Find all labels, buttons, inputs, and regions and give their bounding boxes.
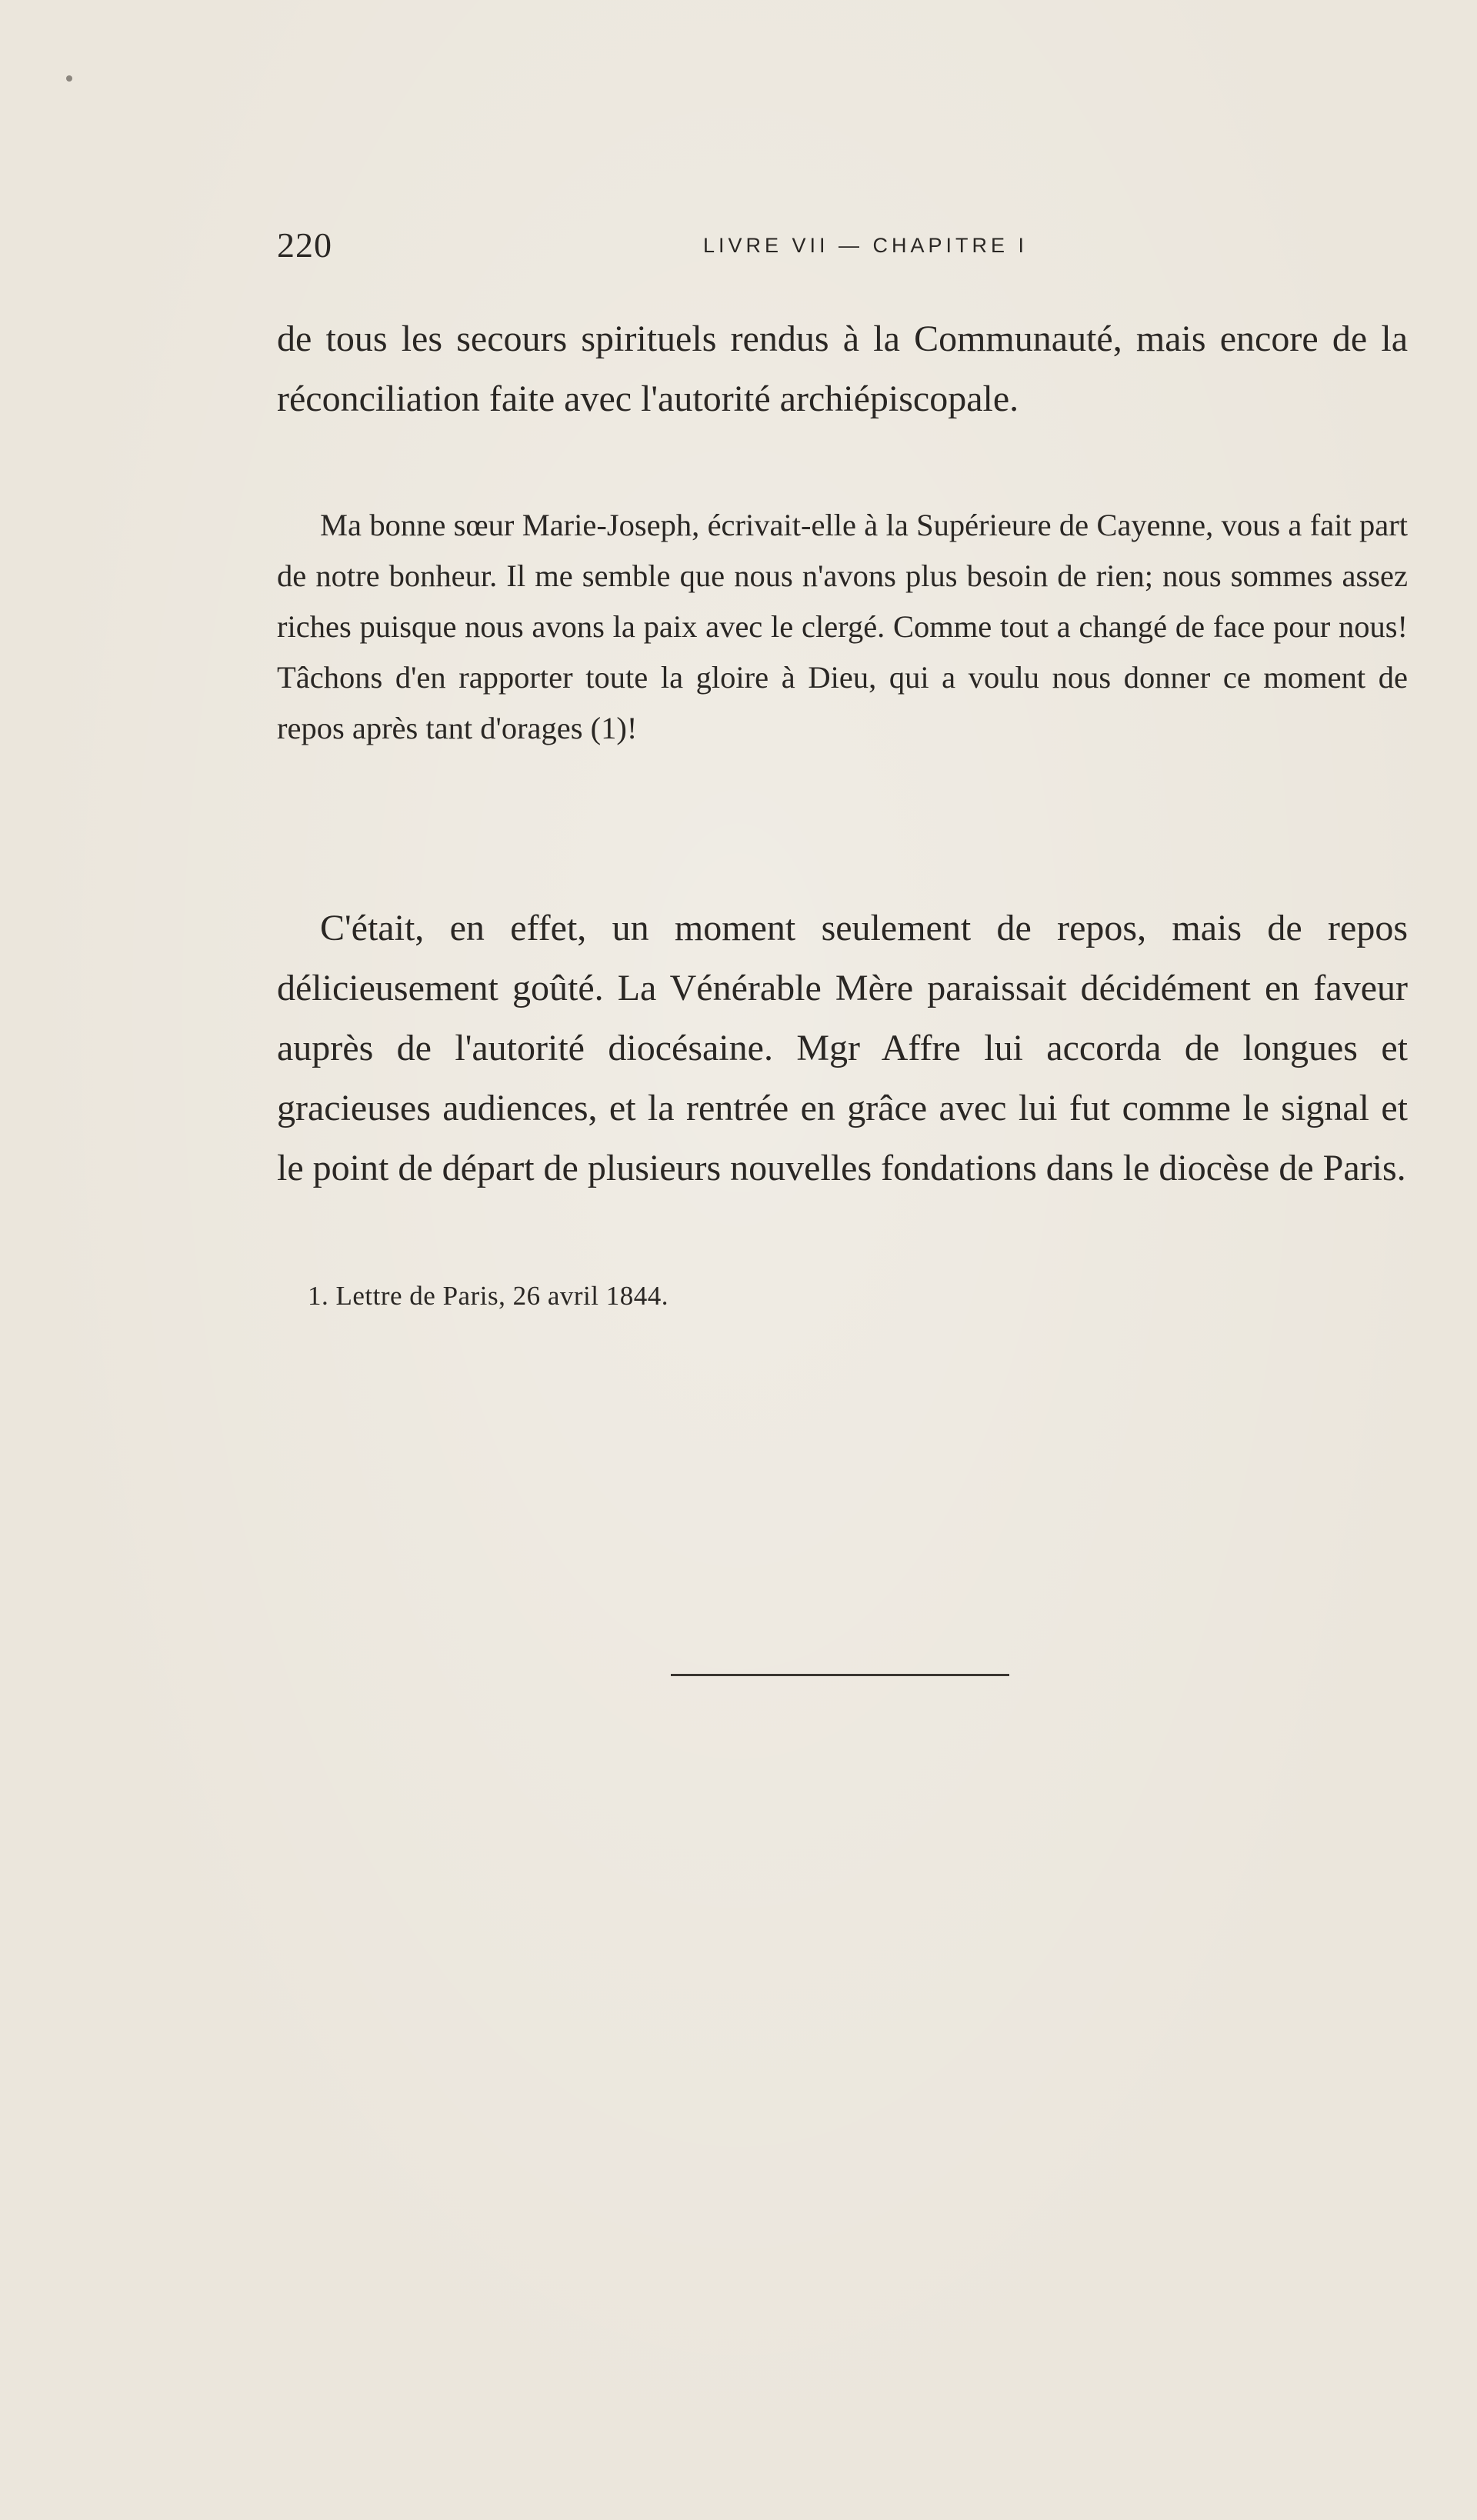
opening-paragraph-block [277, 309, 1408, 429]
paper-speck [66, 75, 72, 82]
page-header [277, 225, 1408, 271]
opening-paragraph: de tous les secours spirituels rendus à la Communauté, mais encore de la réconciliation faite avec l'autorité archiépiscopale. [277, 318, 1408, 419]
quoted-letter: Ma bonne sœur Marie-Joseph, écrivait-elle à la Supérieure de Cayenne, vous a fait part de notre bonheur. Il me semble que nous n'avons plus besoin de rien; nous sommes assez riches puisque nous avons la paix avec le clergé. Comme tout a changé de face pour nous! Tâchons d'en rapporter toute la gloire à Dieu, qui a voulu nous donner ce moment de repos après tant d'orages (1)! [277, 508, 1408, 745]
page-number: 220 [277, 225, 332, 265]
running-title: LIVRE VII — CHAPITRE I [702, 234, 1029, 257]
second-paragraph: C'était, en effet, un moment seulement de repos, mais de repos délicieusement goûté. La Vénérable Mère paraissait décidément en faveur auprès de l'autorité diocésaine. Mgr Affre lui accorda de longues et gracieuses audiences, et la rentrée en grâce avec lui fut comme le signal et le point de départ de plusieurs nouvelles fondations dans le diocèse de Paris. [277, 908, 1408, 1188]
second-paragraph-block [277, 898, 1408, 1198]
chapter-end-rule [671, 1674, 1009, 1676]
footnote: 1. Lettre de Paris, 26 avril 1844. [308, 1281, 668, 1311]
quoted-letter-block [277, 500, 1408, 754]
